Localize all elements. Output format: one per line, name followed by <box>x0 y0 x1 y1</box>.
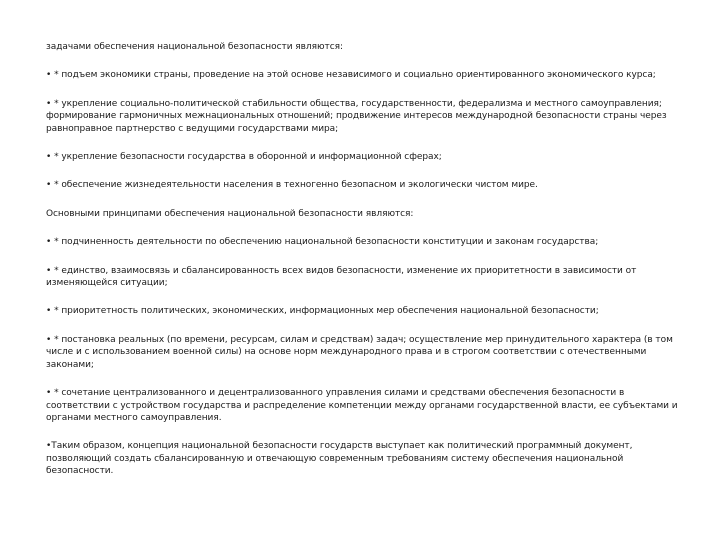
bullet-constitution: • * подчиненность деятельности по обеспечению национальной безопасности конституции и законам государства; <box>46 237 599 248</box>
bullet-priority: • * приоритетность политических, экономических, информационных мер обеспечения национальной безопасности; <box>46 306 599 317</box>
bullet-stability: • * укрепление социально-политической стабильности общества, государственности, федерализма и местного самоуправления; формирование гармоничных межнациональных отношений; продвижение интересов международной безопасности страны через равноправное партнерство с ведущими государствами мира; <box>46 98 667 134</box>
bullet-defense: • * укрепление безопасности государства в оборонной и информационной сферах; <box>46 152 442 163</box>
principles-heading: Основными принципами обеспечения национальной безопасности являются: <box>46 208 414 219</box>
conclusion-paragraph: •Таким образом, концепция национальной безопасности государств выступает как политический программный документ, позволяющий создать сбалансированную и отвечающую современным требованиям систему обеспечения национальной безопасности. <box>46 441 633 477</box>
intro-tasks-heading: задачами обеспечения национальной безопасности являются: <box>46 42 343 52</box>
bullet-ecology: • * обеспечение жизнедеятельности населения в техногенно безопасном и экологически чистом мире. <box>46 180 538 191</box>
bullet-unity: • * единство, взаимосвязь и сбалансированность всех видов безопасности, изменение их приоритетности в зависимости от изменяющейся ситуации; <box>46 265 637 289</box>
bullet-economy: • * подъем экономики страны, проведение на этой основе независимого и социально ориентированного экономического курса; <box>46 70 656 81</box>
bullet-realistic-tasks: • * постановка реальных (по времени, ресурсам, силам и средствам) задач; осуществление мер принудительного характера (в том числе и с использованием военной силы) на основе норм международного права и в строгом соответствии с отечественными законами; <box>46 334 673 370</box>
bullet-management: • * сочетание централизованного и децентрализованного управления силами и средствами обеспечения безопасности в соответствии с устройством государства и распределение компетенции между органами государственной власти, ее субъектами и органами местного самоуправления. <box>46 388 678 423</box>
slide-text-block <box>46 41 678 478</box>
